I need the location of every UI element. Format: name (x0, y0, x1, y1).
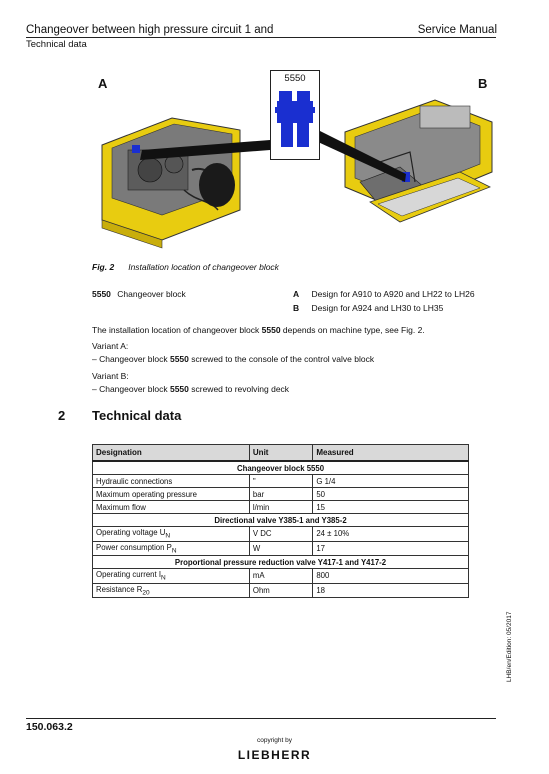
legend-item-text: Changeover block (117, 289, 186, 299)
table-row (93, 475, 469, 488)
table-row (93, 583, 469, 598)
legend-variant-b (293, 303, 443, 313)
variant-b-text-1: – Changeover block (92, 384, 170, 394)
header-title: Changeover between high pressure circuit 1 and (26, 24, 274, 36)
cell-designation: Hydraulic connections (93, 475, 250, 488)
variant-a-item (92, 353, 374, 365)
callout-number: 5550 (284, 73, 306, 84)
table-group-row (93, 556, 469, 569)
cell-unit: bar (249, 488, 312, 501)
legend-text-a: Design for A910 to A920 and LH22 to LH26 (311, 289, 475, 299)
table-row (93, 527, 469, 542)
variant-a-heading: Variant A: (92, 341, 129, 351)
header-designation: Designation (93, 445, 250, 462)
header-unit: Unit (249, 445, 312, 462)
legend-text-b: Design for A924 and LH30 to LH35 (311, 303, 444, 313)
designation-base: Power consumption P (96, 542, 172, 552)
figure-label-b: B (478, 76, 488, 91)
brand-logo: LIEBHERR (237, 748, 312, 762)
cell-value: 18 (313, 583, 469, 598)
cell-unit: l/min (249, 501, 312, 514)
figure-caption-label: Fig. 2 (92, 262, 115, 272)
copyright-text: copyright by (256, 737, 293, 744)
designation-subscript: N (171, 547, 177, 555)
legend-item-number: 5550 (92, 289, 111, 299)
header-manual: Service Manual (417, 24, 497, 36)
cell-unit: W (249, 541, 312, 556)
cell-designation (93, 541, 250, 556)
cell-value: 24 ± 10% (313, 527, 469, 542)
footer-divider (26, 718, 496, 719)
cell-value: G 1/4 (313, 475, 469, 488)
designation-base: Resistance R (96, 584, 143, 594)
intro-text-bold: 5550 (261, 325, 281, 335)
variant-a-text-bold: 5550 (169, 354, 189, 364)
group-changeover-block: Changeover block 5550 (93, 461, 469, 475)
designation-base: Operating current I (96, 570, 162, 580)
table-row (93, 541, 469, 556)
group-directional-valve: Directional valve Y385-1 and Y385-2 (93, 514, 469, 527)
changeover-block-callout (270, 70, 320, 160)
variant-b-item (92, 383, 289, 395)
section-number: 2 (58, 408, 66, 423)
table-header-row (93, 445, 469, 462)
legend-key-a: A (293, 289, 300, 299)
variant-a-text-2: screwed to the console of the control valve block (188, 354, 375, 364)
legend-item-5550 (92, 289, 186, 299)
cell-designation (93, 569, 250, 584)
cell-value: 15 (313, 501, 469, 514)
changeover-block-icon (275, 85, 315, 155)
legend-key-b: B (293, 303, 300, 313)
figure-label-a: A (98, 76, 108, 91)
table-group-row (93, 461, 469, 475)
group-proportional-valve: Proportional pressure reduction valve Y417-1 and Y417-2 (93, 556, 469, 569)
technical-data-table (92, 444, 469, 598)
cell-designation (93, 583, 250, 598)
cell-unit: mA (249, 569, 312, 584)
table-row (93, 501, 469, 514)
intro-text-2: depends on machine type, see Fig. 2. (280, 325, 425, 335)
legend-variant-a (293, 289, 475, 299)
table-group-row (93, 514, 469, 527)
header-subtitle: Technical data (26, 39, 87, 50)
section-title: Technical data (92, 408, 182, 423)
designation-subscript: N (161, 574, 166, 582)
variant-b-heading: Variant B: (92, 371, 129, 381)
cell-designation: Maximum operating pressure (93, 488, 250, 501)
edition-label: LHB/en/Edition: 05/2017 (506, 611, 513, 682)
figure-caption (92, 262, 279, 272)
designation-base: Operating voltage U (96, 528, 166, 537)
cell-value: 50 (313, 488, 469, 501)
variant-b-text-bold: 5550 (169, 384, 189, 394)
cell-value: 800 (313, 569, 469, 584)
intro-text-1: The installation location of changeover block (92, 325, 262, 335)
intro-paragraph (92, 324, 425, 336)
variant-b-text-2: screwed to revolving deck (188, 384, 290, 394)
designation-subscript: 20 (142, 589, 150, 597)
figure-caption-text: Installation location of changeover block (128, 262, 279, 272)
page-number: 150.063.2 (26, 721, 73, 733)
cell-unit: " (249, 475, 312, 488)
cell-value: 17 (313, 541, 469, 556)
cell-unit: V DC (249, 527, 312, 542)
cell-designation: Maximum flow (93, 501, 250, 514)
table-row (93, 569, 469, 584)
cell-designation (93, 527, 250, 542)
designation-subscript: N (165, 532, 171, 540)
header-measured: Measured (313, 445, 469, 462)
cell-unit: Ohm (249, 583, 312, 598)
variant-a-text-1: – Changeover block (92, 354, 170, 364)
table-row (93, 488, 469, 501)
